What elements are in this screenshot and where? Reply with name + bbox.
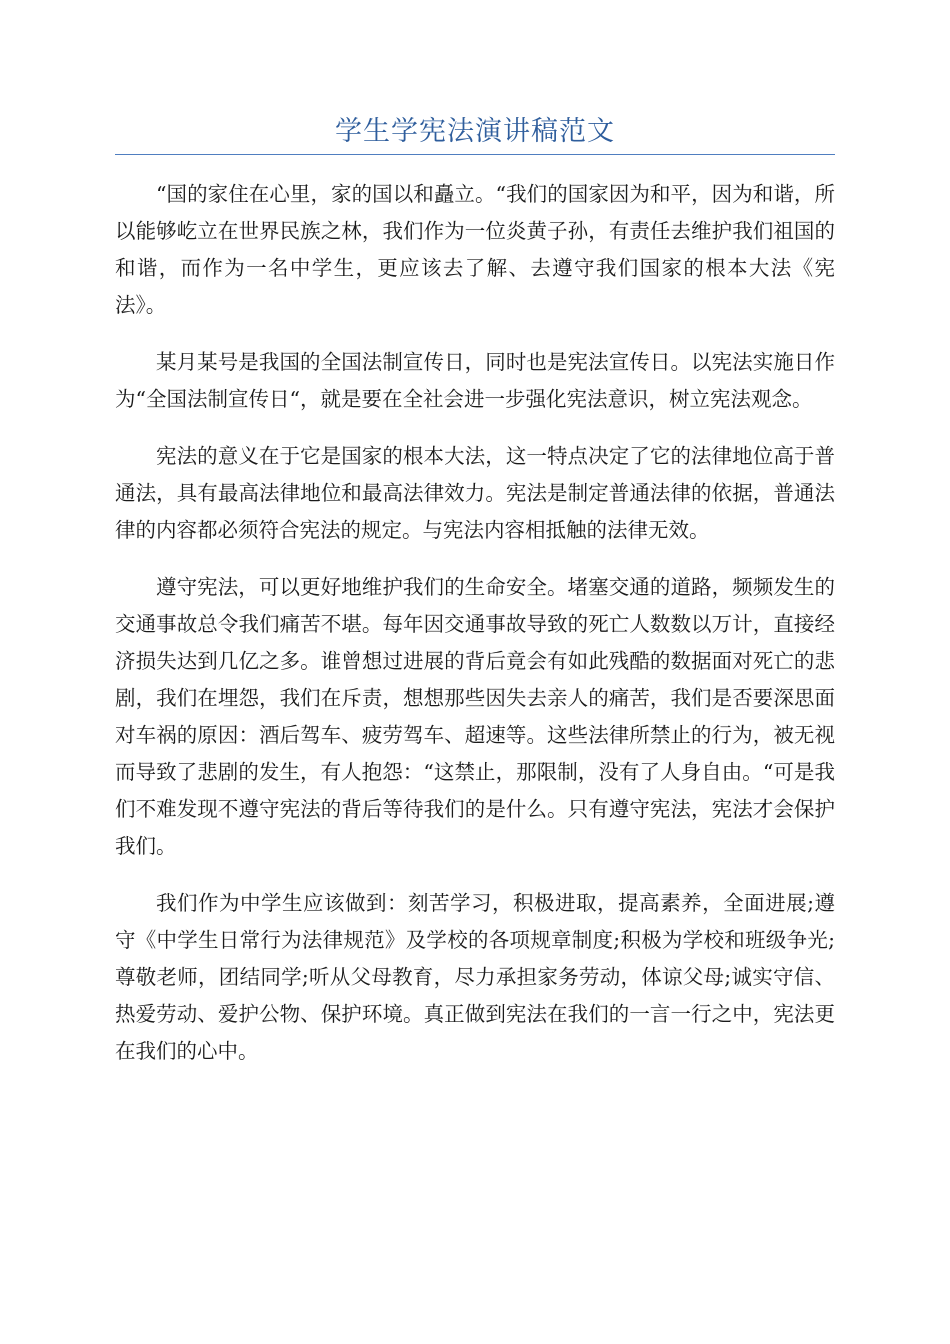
paragraph-1: “国的家住在心里，家的国以和矗立。“我们的国家因为和平，因为和谐，所以能够屹立在世界民族之林，我们作为一位炎黄子孙，有责任去维护我们祖国的和谐，而作为一名中学生，更应该去了解、去遵守我们国家的根本大法《宪法》。	[115, 182, 835, 317]
document-body	[115, 176, 835, 1090]
paragraph-3: 宪法的意义在于它是国家的根本大法，这一特点决定了它的法律地位高于普通法，具有最高法律地位和最高法律效力。宪法是制定普通法律的依据，普通法律的内容都必须符合宪法的规定。与宪法内容相抵触的法律无效。	[115, 444, 835, 542]
document-title: 学生学宪法演讲稿范文	[335, 116, 615, 147]
paragraph-4: 遵守宪法，可以更好地维护我们的生命安全。堵塞交通的道路，频频发生的交通事故总令我们痛苦不堪。每年因交通事故导致的死亡人数数以万计，直接经济损失达到几亿之多。谁曾想过进展的背后竟会有如此残酷的数据面对死亡的悲剧，我们在埋怨，我们在斥责，想想那些因失去亲人的痛苦，我们是否要深思面对车祸的原因：酒后驾车、疲劳驾车、超速等。这些法律所禁止的行为，被无视而导致了悲剧的发生，有人抱怨：“这禁止，那限制，没有了人身自由。“可是我们不难发现不遵守宪法的背后等待我们的是什么。只有遵守宪法，宪法才会保护我们。	[115, 575, 835, 858]
paragraph-5: 我们作为中学生应该做到：刻苦学习，积极进取，提高素养，全面进展;遵守《中学生日常行为法律规范》及学校的各项规章制度;积极为学校和班级争光;尊敬老师，团结同学;听从父母教育，尽力承担家务劳动，体谅父母;诚实守信、热爱劳动、爱护公物、保护环境。真正做到宪法在我们的一言一行之中，宪法更在我们的心中。	[115, 891, 835, 1063]
paragraph-2: 某月某号是我国的全国法制宣传日，同时也是宪法宣传日。以宪法实施日作为“全国法制宣传日“，就是要在全社会进一步强化宪法意识，树立宪法观念。	[115, 350, 835, 411]
title-underline	[115, 154, 835, 155]
